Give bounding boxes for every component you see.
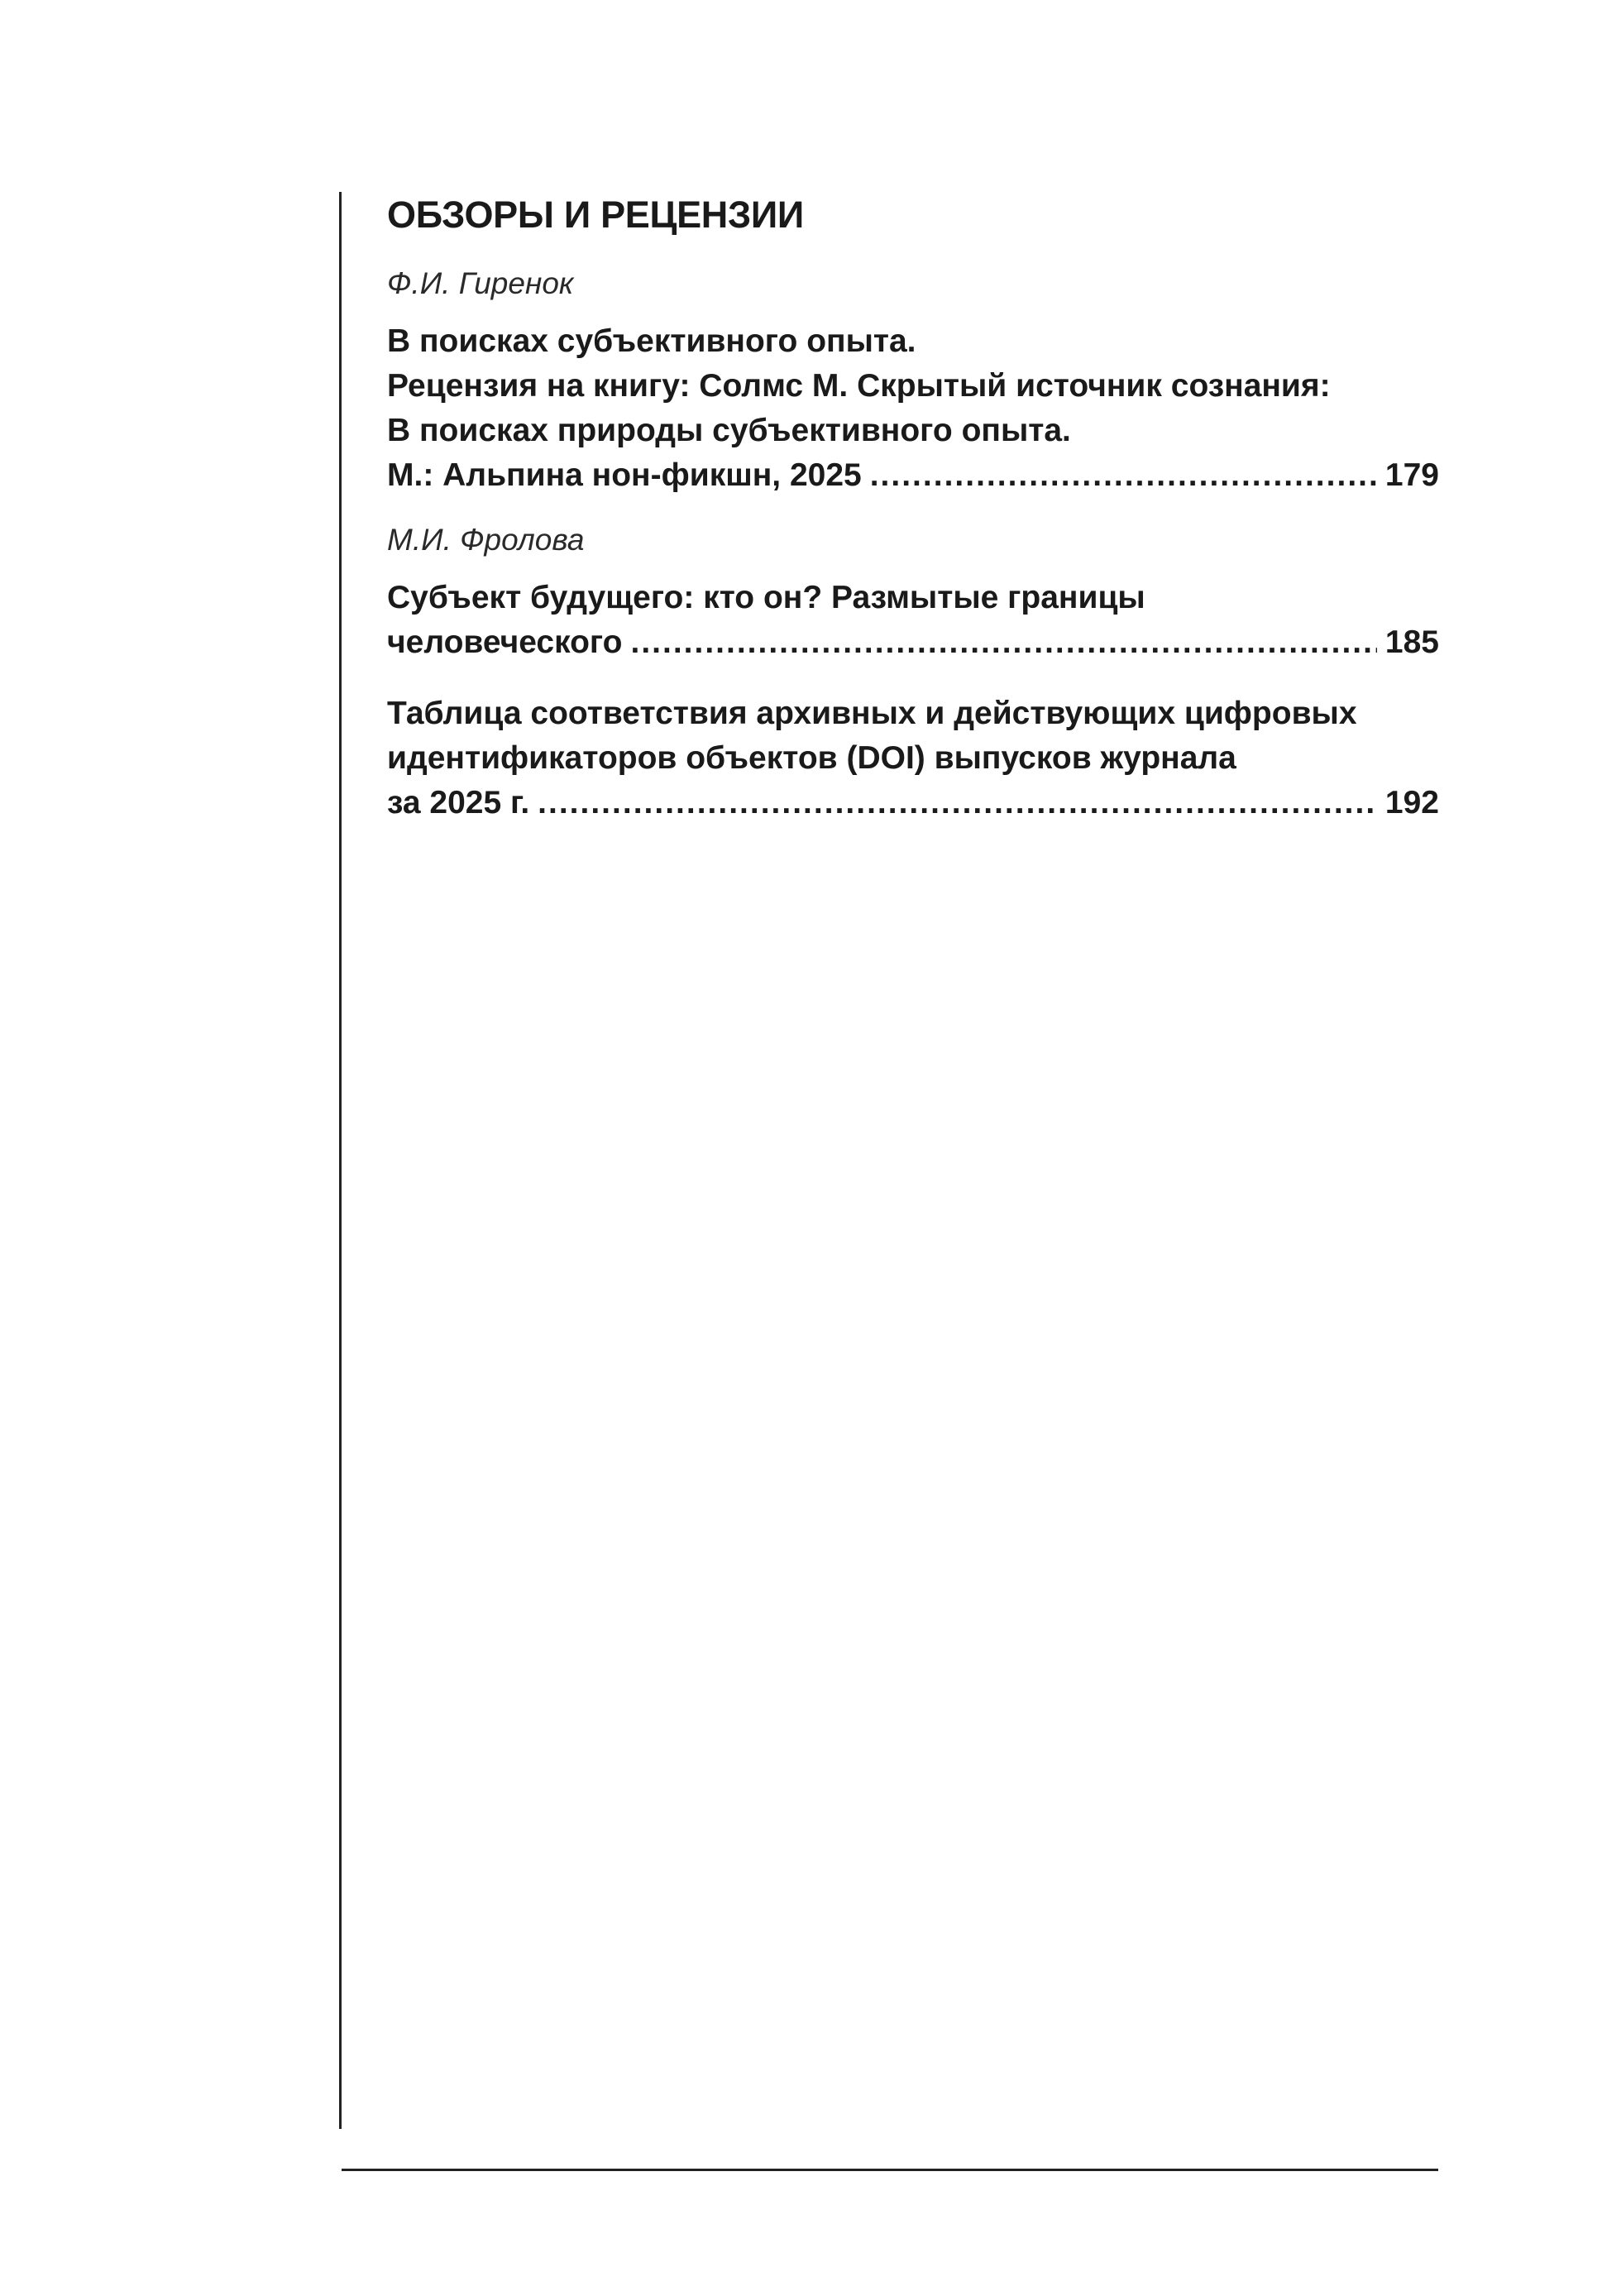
dot-leader [630, 620, 1376, 665]
entry-last-line [387, 453, 1439, 498]
entry-title-line: Рецензия на книгу: Солмс М. Скрытый источник сознания: [387, 368, 1331, 404]
page-number: 192 [1384, 785, 1439, 820]
section-title: ОБЗОРЫ И РЕЦЕНЗИИ [387, 194, 804, 236]
toc-entry[interactable] [387, 319, 1439, 498]
page-number: 185 [1384, 624, 1439, 660]
entry-last-line [387, 781, 1439, 825]
entry-title-line: за 2025 г. [387, 785, 530, 820]
bottom-horizontal-rule [342, 2169, 1438, 2171]
entry-title-line: М.: Альпина нон-фикшн, 2025 [387, 457, 862, 493]
entry-author: М.И. Фролова [387, 523, 585, 557]
table-of-contents [387, 187, 1439, 847]
entry-title-line: Субъект будущего: кто он? Размытые границы [387, 580, 1145, 615]
dot-leader [870, 453, 1377, 498]
dot-leader [538, 781, 1377, 825]
left-vertical-rule [339, 192, 342, 2129]
entry-title-line: В поисках субъективного опыта. [387, 323, 916, 359]
toc-entry[interactable] [387, 576, 1439, 665]
entry-author: Ф.И. Гиренок [387, 266, 574, 300]
entry-title-line: В поисках природы субъективного опыта. [387, 413, 1071, 448]
page-number: 179 [1384, 457, 1439, 493]
entry-title-line: человеческого [387, 624, 623, 660]
toc-entry[interactable] [387, 691, 1439, 825]
entry-last-line [387, 620, 1439, 665]
entry-title-line: идентификаторов объектов (DOI) выпусков журнала [387, 740, 1236, 776]
entry-title-line: Таблица соответствия архивных и действующих цифровых [387, 696, 1357, 731]
